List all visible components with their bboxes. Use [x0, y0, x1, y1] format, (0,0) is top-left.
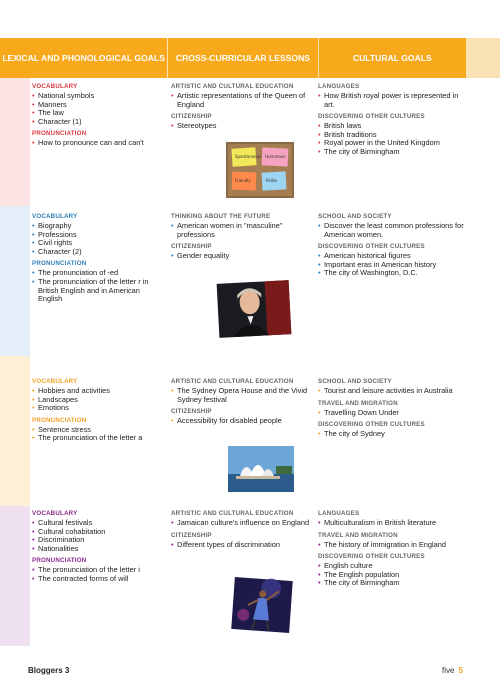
unit-3-lexical	[32, 378, 166, 447]
portrait-photo	[214, 278, 294, 340]
section-heading: PRONUNCIATION	[32, 416, 87, 424]
vocab-list	[32, 92, 166, 126]
section-heading: CITIZENSHIP	[171, 408, 212, 416]
page-number-digit: 5	[458, 666, 463, 675]
list-item: • Different types of discrimination	[171, 539, 280, 549]
languages-list	[318, 519, 468, 528]
section-heading: TRAVEL AND MIGRATION	[318, 531, 398, 539]
header-cross-curricular: CROSS-CURRICULAR LESSONS	[175, 53, 311, 63]
section-heading: PRONUNCIATION	[32, 260, 87, 268]
list-item: • The city of Sydney	[318, 429, 385, 439]
section-heading: DISCOVERING OTHER CULTURES	[318, 553, 425, 561]
list-item: • Sentence stress	[32, 424, 91, 434]
unit-2-lexical	[32, 213, 166, 308]
list-item: • British traditions	[318, 129, 377, 139]
art-list	[171, 387, 311, 404]
art-list	[171, 92, 311, 109]
list-item: • The pronunciation of the letter i	[32, 565, 140, 575]
section-heading: CITIZENSHIP	[171, 243, 212, 251]
list-item: • Accessibility for disabled people	[171, 416, 282, 426]
sydney-opera-house-photo	[226, 444, 296, 494]
list-item: • Discover the least common professions for American women.	[318, 221, 464, 239]
unit-4-cultural	[318, 510, 468, 592]
list-item: • Multiculturalism in British literature	[318, 518, 437, 527]
section-heading: CITIZENSHIP	[171, 531, 212, 539]
pron-list	[32, 566, 166, 583]
list-item: • Nationalities	[32, 543, 79, 553]
unit-4-crosscurricular	[171, 510, 311, 553]
list-item: • Hobbies and activities	[32, 386, 110, 395]
goals-header	[0, 38, 466, 78]
section-heading: PRONUNCIATION	[32, 130, 87, 138]
section-heading: SCHOOL AND SOCIETY	[318, 378, 392, 385]
list-item: • Civil rights	[32, 238, 73, 248]
unit-1-lexical	[32, 83, 166, 152]
list-item: • Character (1)	[32, 116, 82, 126]
list-item: • Emotions	[32, 403, 69, 413]
list-item: • American women in "masculine" professions	[171, 221, 283, 239]
travel-list	[318, 541, 468, 550]
future-list	[171, 222, 311, 239]
section-heading: PRONUNCIATION	[32, 557, 87, 565]
list-item: • The Sydney Opera House and the Vivid Sydney festival	[171, 386, 308, 404]
section-heading: VOCABULARY	[32, 213, 78, 220]
sticky-note-text: Humorous	[265, 154, 286, 159]
list-item: • The city of Birmingham	[318, 146, 400, 156]
unit-4-side-strip	[0, 506, 30, 646]
citizenship-list	[171, 417, 311, 426]
list-item: • The city of Birmingham	[318, 578, 400, 588]
book-title: Bloggers 3	[28, 666, 70, 675]
list-item: • British laws	[318, 121, 362, 131]
languages-list	[318, 92, 468, 109]
list-item: • Discrimination	[32, 535, 85, 545]
list-item: • Tourist and leisure activities in Australia	[318, 386, 453, 395]
page-number	[442, 666, 463, 675]
list-item: • Travelling Down Under	[318, 407, 399, 417]
list-item: • The law	[32, 108, 64, 118]
section-heading: THINKING ABOUT THE FUTURE	[171, 213, 271, 220]
list-item: • Artistic representations of the Queen of England	[171, 91, 306, 109]
section-heading: SCHOOL AND SOCIETY	[318, 213, 392, 220]
list-item: • Character (2)	[32, 246, 82, 256]
unit-2-crosscurricular	[171, 213, 311, 265]
section-heading: ARTISTIC AND CULTURAL EDUCATION	[171, 83, 294, 90]
section-heading: VOCABULARY	[32, 510, 78, 517]
vocab-list	[32, 222, 166, 256]
list-item: • Cultural cohabitation	[32, 526, 106, 536]
section-heading: LANGUAGES	[318, 510, 360, 517]
list-item: • Jamaican culture's influence on England	[171, 518, 310, 527]
sticky-note-text: Friendly	[235, 178, 251, 183]
header-tab	[466, 38, 500, 78]
list-item: • The city of Washington, D.C.	[318, 268, 418, 278]
unit-1-side-strip	[0, 78, 30, 206]
list-item: • Gender equality	[171, 251, 230, 261]
list-item: • The pronunciation of -ed	[32, 268, 119, 278]
list-item: • Important eras in American history	[318, 259, 437, 269]
stage-performer-photo	[230, 576, 294, 634]
list-item: • Stereotypes	[171, 121, 217, 131]
sticky-notes-photo	[226, 142, 294, 198]
list-item: • Manners	[32, 99, 67, 109]
section-heading: ARTISTIC AND CULTURAL EDUCATION	[171, 378, 294, 385]
pron-list	[32, 269, 166, 303]
discovering-list	[318, 430, 468, 439]
section-heading: ARTISTIC AND CULTURAL EDUCATION	[171, 510, 294, 517]
list-item: • The pronunciation of the letter a	[32, 433, 143, 443]
header-cultural-goals: CULTURAL GOALS	[352, 53, 432, 63]
section-heading: CITIZENSHIP	[171, 113, 212, 121]
unit-3-crosscurricular	[171, 378, 311, 430]
unit-1-cultural	[318, 83, 468, 161]
list-item: • The history of immigration in England	[318, 539, 447, 549]
citizenship-list	[171, 252, 311, 261]
school-list	[318, 387, 468, 396]
list-item: • How British royal power is represented in art.	[318, 91, 459, 109]
discovering-list	[318, 122, 468, 156]
section-heading: DISCOVERING OTHER CULTURES	[318, 421, 425, 429]
vocab-list	[32, 387, 166, 413]
sticky-note-text: Polite	[266, 178, 277, 183]
school-list	[318, 222, 468, 239]
unit-3-cultural	[318, 378, 468, 443]
unit-3-side-strip	[0, 356, 30, 506]
unit-1-crosscurricular	[171, 83, 311, 135]
pron-list	[32, 426, 166, 443]
section-heading: TRAVEL AND MIGRATION	[318, 399, 398, 407]
travel-list	[318, 409, 468, 418]
section-heading: DISCOVERING OTHER CULTURES	[318, 113, 425, 121]
unit-2-cultural	[318, 213, 468, 282]
list-item: • English culture	[318, 561, 373, 571]
discovering-list	[318, 562, 468, 588]
section-heading: LANGUAGES	[318, 83, 360, 90]
section-heading: VOCABULARY	[32, 378, 78, 385]
list-item: • The English population	[318, 569, 400, 579]
list-item: • Cultural festivals	[32, 518, 93, 527]
list-item: • National symbols	[32, 91, 95, 100]
citizenship-list	[171, 122, 311, 131]
art-list	[171, 519, 311, 528]
list-item: • Royal power in the United Kingdom	[318, 138, 440, 148]
list-item: • The contracted forms of will	[32, 573, 129, 583]
list-item: • Landscapes	[32, 394, 78, 404]
discovering-list	[318, 252, 468, 278]
list-item: • How to pronounce can and can't	[32, 138, 144, 148]
sticky-note-text: Spontaneous	[235, 154, 262, 159]
header-lexical-goals: LEXICAL AND PHONOLOGICAL GOALS	[2, 53, 165, 63]
list-item: • The pronunciation of the letter r in British English and in American English	[32, 276, 149, 304]
unit-4-lexical	[32, 510, 166, 588]
section-heading: VOCABULARY	[32, 83, 78, 90]
list-item: • American historical figures	[318, 251, 411, 261]
unit-2-side-strip	[0, 206, 30, 356]
pron-list	[32, 139, 166, 148]
list-item: • Professions	[32, 229, 77, 239]
section-heading: DISCOVERING OTHER CULTURES	[318, 243, 425, 251]
citizenship-list	[171, 541, 311, 550]
page-number-word: five	[442, 666, 455, 675]
list-item: • Biography	[32, 221, 72, 230]
vocab-list	[32, 519, 166, 553]
